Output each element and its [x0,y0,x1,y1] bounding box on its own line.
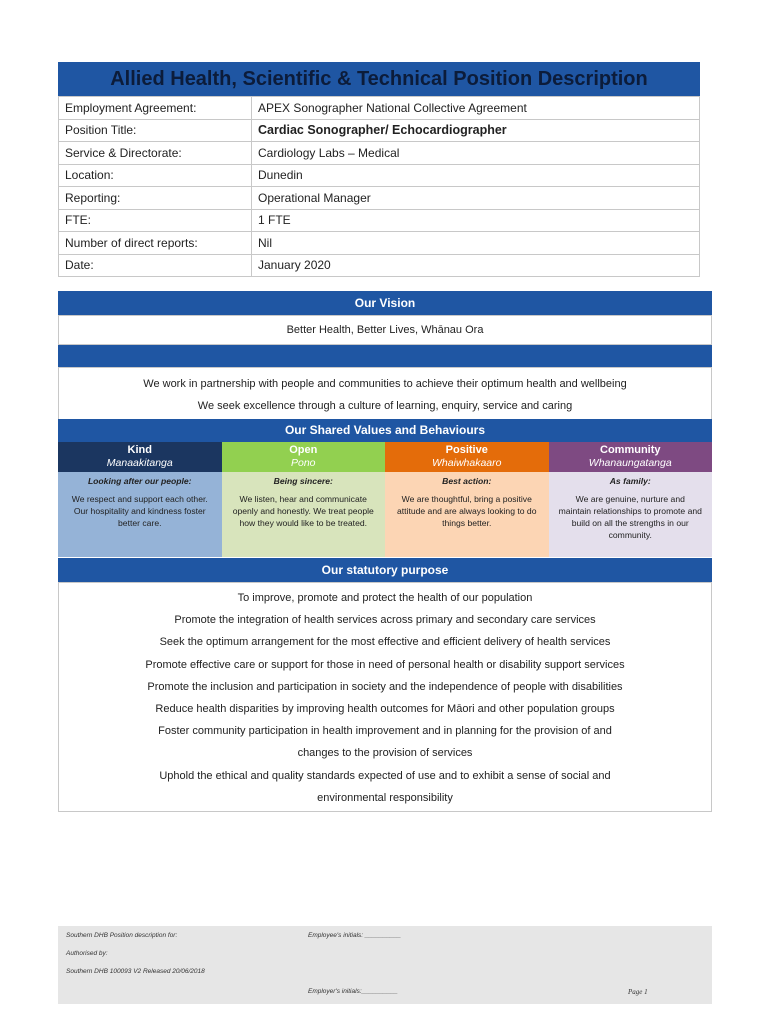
info-row [59,142,700,165]
info-row [59,187,700,210]
statutory-line: Foster community participation in health improvement and in planning for the provision of and [158,725,612,738]
value-card-header [222,442,386,472]
vision-box [58,315,712,345]
value-description: We respect and support each other. Our hospitality and kindness foster better care. [71,494,208,528]
statutory-heading: Our statutory purpose [58,558,712,582]
info-value: January 2020 [252,254,700,277]
value-card-open [222,442,386,557]
info-label: Position Title: [59,119,252,142]
position-info-table [58,96,700,277]
statutory-line: Promote the integration of health services across primary and secondary care services [174,614,596,627]
value-lead: Being sincere: [273,476,333,486]
info-value: Cardiology Labs – Medical [252,142,700,165]
info-value: Dunedin [252,164,700,187]
value-maori-name: Manaakitanga [106,457,173,469]
mission-band [58,345,712,367]
statutory-line: Reduce health disparities by improving health outcomes for Māori and other population groups [155,703,615,716]
value-name: Kind [127,444,152,456]
info-label: FTE: [59,209,252,232]
mission-box [58,367,712,421]
info-row [59,254,700,277]
info-label: Number of direct reports: [59,232,252,255]
info-label: Date: [59,254,252,277]
value-lead: As family: [609,476,651,486]
value-card-body [222,472,386,557]
info-label: Service & Directorate: [59,142,252,165]
value-name: Community [600,444,661,456]
statutory-line: Promote the inclusion and participation in society and the independence of people with disabilities [147,680,623,693]
info-label: Reporting: [59,187,252,210]
footer-employee-initials: Employee's initials: __________ [308,932,402,939]
value-name: Positive [445,444,488,456]
value-description: We are genuine, nurture and maintain relationships to promote and build on all the strengths in our community. [558,494,702,540]
value-name: Open [289,444,318,456]
value-card-header [385,442,549,472]
value-card-kind [58,442,222,557]
document-title: Allied Health, Scientific & Technical Position Description [58,62,700,96]
value-description: We are thoughtful, bring a positive attitude and are always looking to do things better. [396,494,537,528]
statutory-line: changes to the provision of services [297,747,473,760]
footer-employer-initials: Employer's initials:__________ [308,988,398,995]
footer-release-info: Southern DHB 100093 V2 Released 20/06/2018 [66,968,205,975]
info-value: Nil [252,232,700,255]
info-label: Location: [59,164,252,187]
value-card-body [58,472,222,557]
vision-heading: Our Vision [58,291,712,315]
footer-authorised-by: Authorised by: [66,950,108,957]
statutory-box [58,582,712,812]
value-card-body [385,472,549,557]
value-lead: Best action: [442,476,492,486]
info-value: Cardiac Sonographer/ Echocardiographer [252,119,700,142]
info-row [59,119,700,142]
value-card-community [549,442,713,557]
value-description: We listen, hear and communicate openly and honestly. We treat people how they would like to be treated. [232,494,374,528]
statutory-line: environmental responsibility [317,791,453,804]
statutory-line: Promote effective care or support for those in need of personal health or disability support services [145,658,625,671]
values-heading: Our Shared Values and Behaviours [58,419,712,442]
mission-line: We seek excellence through a culture of learning, enquiry, service and caring [197,400,573,412]
page-number: Page 1 [628,988,648,996]
info-row [59,209,700,232]
value-card-positive [385,442,549,557]
statutory-line: Seek the optimum arrangement for the most effective and efficient delivery of health services [159,636,611,649]
value-card-body [549,472,713,557]
info-row [59,232,700,255]
value-lead: Looking after our people: [87,476,192,486]
footer-doc-for: Southern DHB Position description for: [66,932,178,939]
statutory-lines [59,583,711,809]
info-label: Employment Agreement: [59,97,252,120]
info-value: 1 FTE [252,209,700,232]
page-footer [58,926,712,1004]
statutory-line: To improve, promote and protect the health of our population [237,592,533,604]
info-row [59,164,700,187]
vision-text: Better Health, Better Lives, Whānau Ora [286,324,484,336]
statutory-line: Uphold the ethical and quality standards expected of use and to exhibit a sense of social and [159,769,611,782]
value-maori-name: Whanaungatanga [588,457,672,469]
value-card-header [58,442,222,472]
values-grid [58,442,712,557]
mission-line: We work in partnership with people and communities to achieve their optimum health and wellbeing [143,378,627,390]
info-value: APEX Sonographer National Collective Agreement [252,97,700,120]
value-maori-name: Pono [290,457,316,469]
value-maori-name: Whaiwhakaaro [432,457,502,469]
info-value: Operational Manager [252,187,700,210]
value-card-header [549,442,713,472]
info-row [59,97,700,120]
